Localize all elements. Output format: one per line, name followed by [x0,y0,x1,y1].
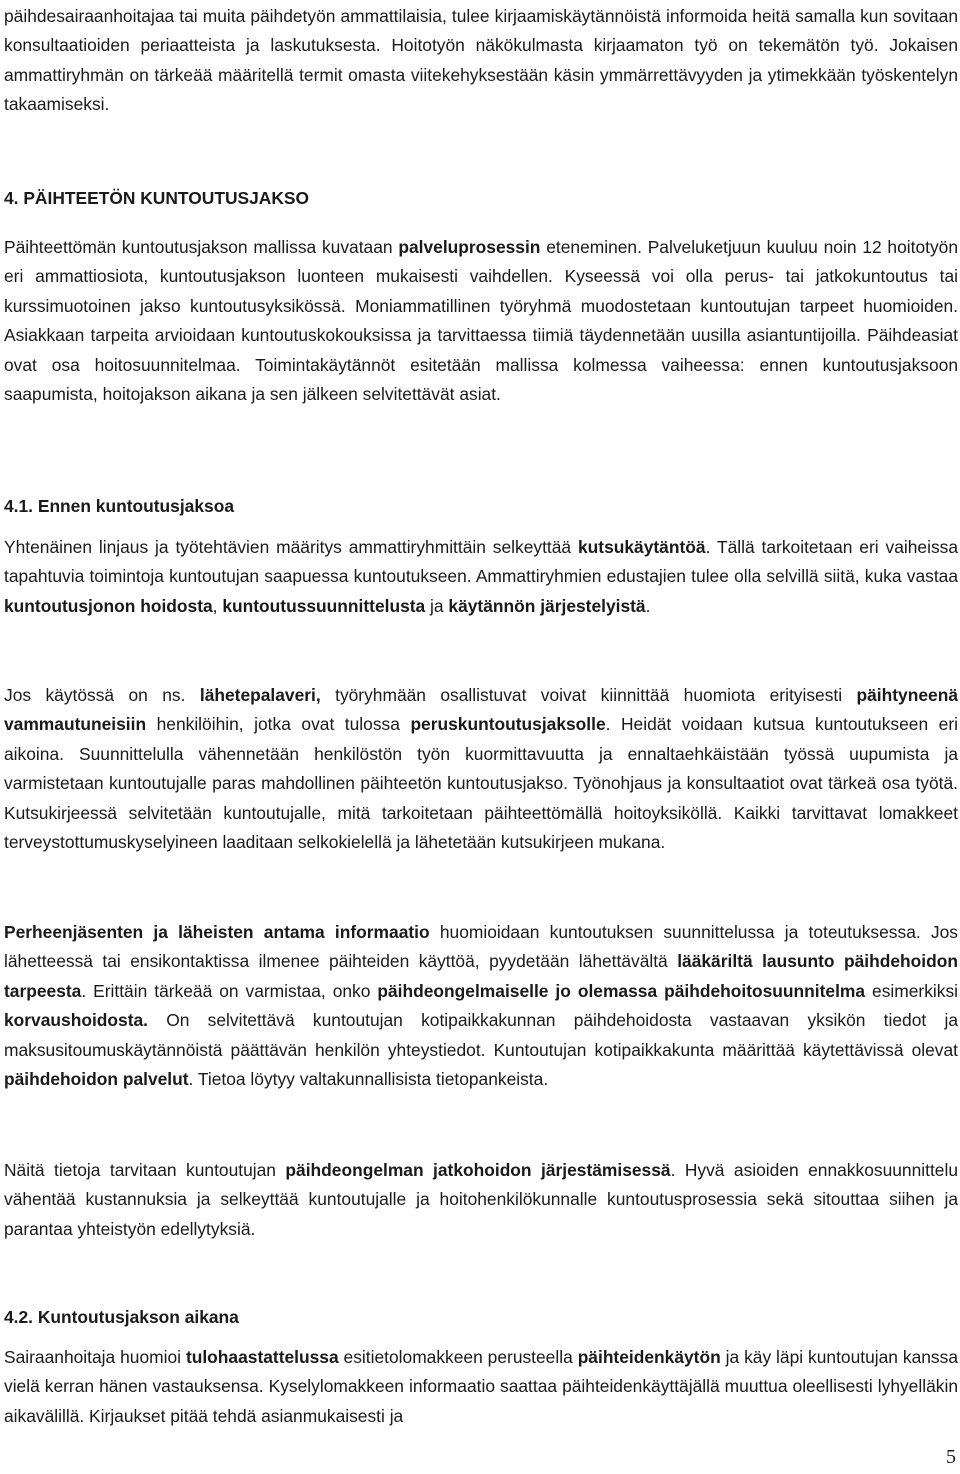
emphasized-text: päihdeongelman jatkohoidon järjestämisessä [285,1160,671,1180]
emphasized-text: päihteidenkäytön [577,1347,721,1367]
text-run: . Tällä tarkoitetaan eri vaiheissa tapahtuvia toimintoja kuntoutujan saapuessa kuntoutukseen. Ammattiryhmien edustajien tulee olla selvillä siitä, kuka vastaa [4,537,959,587]
text-run: työryhmään osallistuvat voivat kiinnittää huomiota erityisesti [320,685,857,705]
text-run: On selvitettävä kuntoutujan kotipaikkakunnan päihdehoidosta vastaavan yksikön tiedot ja maksusitoumuskäytännöistä päättävän henkilön yhteystiedot. Kuntoutujan kotipaikkakunta määrittää käytettävissä olevat [4,1010,958,1060]
section-4-2-paragraph-1 [4,1343,958,1431]
section-4-1-paragraph-2 [4,681,958,857]
section-heading-4-1: 4.1. Ennen kuntoutusjaksoa [4,496,234,516]
text-run: ja käy läpi kuntoutujan kanssa vielä kerran hänen vastauksensa. Kyselylomakkeen informaatio saattaa päihteidenkäyttäjällä muuttua oleellisesti lyhyelläkin aikavälillä. Kirjaukset pitää tehdä asianmukaisesti ja [4,1347,958,1426]
text-run: . [645,595,651,616]
emphasized-text: palveluprosessin [398,237,541,257]
emphasized-text: kutsukäytäntöä [578,537,706,557]
text-run: Sairaanhoitaja huomioi [4,1347,186,1367]
text-run: Jos käytössä on ns. [4,685,200,705]
text-run: huomioidaan kuntoutuksen suunnittelussa ja toteutuksessa. Jos lähetteessä tai ensikontaktissa ilmenee päihteiden käyttöä, pyydetään lähettävältä [4,922,958,972]
emphasized-text: käytännön järjestelyistä [448,595,646,616]
emphasized-text: peruskuntoutusjaksolle [410,714,606,735]
emphasized-text: päihdeongelmaiselle jo olemassa päihdehoitosuunnitelma [377,980,866,1001]
section-4-1-paragraph-4 [4,1156,958,1244]
text-run: . Tietoa löytyy valtakunnallisista tietopankeista. [188,1069,549,1090]
text-run: . Erittäin tärkeää on varmistaa, onko [81,980,378,1001]
section-heading-4-2: 4.2. Kuntoutusjakson aikana [4,1307,239,1327]
emphasized-text: päihtyneenä vammautuneisiin [4,685,958,735]
page-number: 5 [946,1446,956,1468]
text-run: henkilöihin, jotka ovat tulossa [146,714,411,735]
emphasized-text: Perheenjäsenten ja läheisten antama informaatio [4,922,430,942]
text-run: päihdesairaanhoitajaa tai muita päihdetyön ammattilaisia, tulee kirjaamiskäytännöistä informoida heitä samalla kun sovitaan konsultaatioiden periaatteista ja laskutuksesta. Hoitotyön näkökulmasta kirjaamaton työ on tekemätön työ. Jokaisen ammattiryhmän on tärkeää määritellä termit omasta viitekehyksestään käsin ymmärrettävyyden ja ytimekkään työskentelyn takaamiseksi. [4,6,958,115]
section-4-1-paragraph-1 [4,533,958,621]
text-run: esimerkiksi [865,980,959,1001]
section-4-1-paragraph-3 [4,918,958,1094]
emphasized-text: tulohaastattelussa [185,1347,339,1367]
section-4-paragraph [4,233,958,409]
emphasized-text: päihdehoidon palvelut [4,1069,189,1090]
emphasized-text: korvaushoidosta. [4,1010,148,1031]
text-run: Yhtenäinen linjaus ja työtehtävien määritys ammattiryhmittäin selkeyttää [4,537,578,557]
text-run: eteneminen. Palveluketjuun kuuluu noin 12 hoitotyön eri ammattiosiota, kuntoutusjakson luonteen mukaisesti vaihdellen. Kyseessä voi olla perus- tai jatkokuntoutus tai kurssimuotoinen jakso kuntoutusyksikössä. Moniammatillinen työryhmä muodostetaan kuntoutujan tarpeet huomioiden. Asiakkaan tarpeita arvioidaan kuntoutuskokouksissa ja tarvittaessa tiimiä täydennetään uusilla asiantuntijoilla. Päihdeasiat ovat osa hoitosuunnitelmaa. Toimintakäytännöt esitetään mallissa kolmessa vaiheessa: ennen kuntoutusjaksoon saapumista, hoitojakson aikana ja sen jälkeen selvitettävät asiat. [4,237,958,405]
text-run: Näitä tietoja tarvitaan kuntoutujan [4,1160,286,1180]
text-run: . Hyvä asioiden ennakkosuunnittelu vähentää kustannuksia ja selkeyttää kuntoutujalle ja hoitohenkilökunnalle kuntoutusprosessia sekä sitouttaa siihen ja parantaa yhteistyön edellytyksiä. [4,1160,958,1239]
text-run: , [212,595,223,616]
intro-paragraph [4,2,958,120]
emphasized-text: lähetepalaveri, [199,685,321,705]
emphasized-text: kuntoutussuunnittelusta [222,595,426,616]
text-run: ja [425,595,449,616]
text-run: esitietolomakkeen perusteella [338,1347,578,1367]
emphasized-text: lääkäriltä lausunto päihdehoidon tarpeesta [4,951,958,1001]
text-run: . Heidät voidaan kutsua kuntoutukseen eri aikoina. Suunnittelulla vähennetään henkilöstön työn kuormittavuutta ja ennaltaehkäistään työssä uupumista ja varmistetaan kuntoutujalle paras mahdollinen päihteetön kuntoutusjakso. Työnohjaus ja konsultaatiot ovat tärkeä osa työtä. Kutsukirjeessä selvitetään kuntoutujalle, mitä tarkoitetaan päihteettömällä hoitoyksiköllä. Kaikki tarvittavat lomakkeet terveystottumuskyselyineen laaditaan selkokielellä ja lähetetään kutsukirjeen mukana. [4,714,958,853]
emphasized-text: kuntoutusjonon hoidosta [4,595,213,616]
section-heading-4: 4. PÄIHTEETÖN KUNTOUTUSJAKSO [4,188,310,208]
text-run: Päihteettömän kuntoutusjakson mallissa kuvataan [4,237,399,257]
